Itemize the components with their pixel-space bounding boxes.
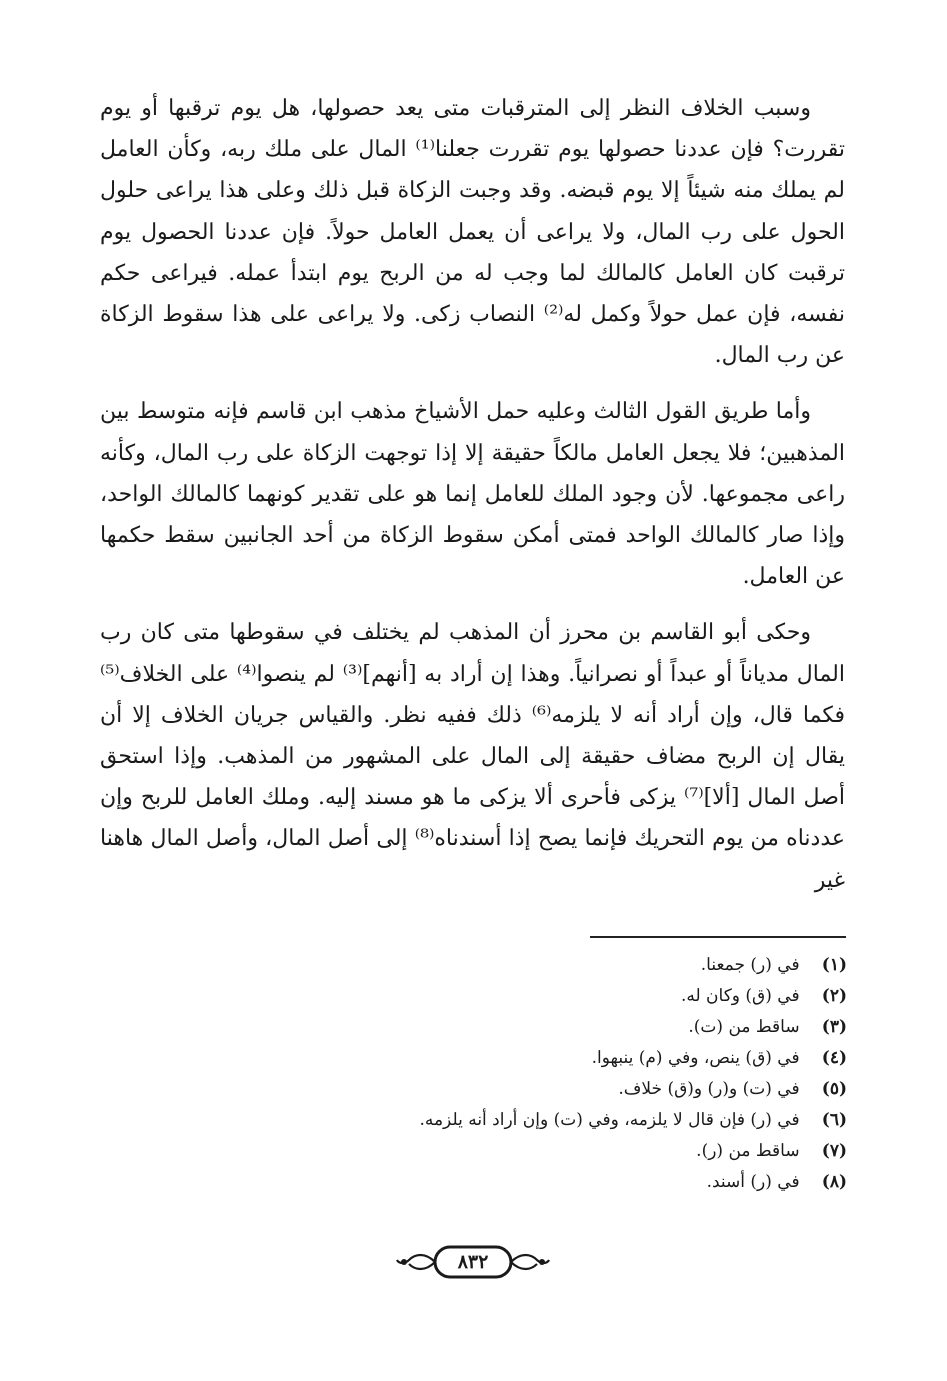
footnote-text: ساقط من (ت). — [688, 1017, 800, 1037]
footnote-text: في (ر) أسند. — [706, 1172, 800, 1192]
page-number-ornament — [395, 1242, 551, 1282]
footnote-text: ساقط من (ر). — [696, 1141, 800, 1161]
footnote — [102, 1012, 847, 1043]
footnote — [102, 1074, 847, 1105]
footnote — [102, 1167, 847, 1198]
footnote — [102, 1105, 847, 1136]
main-text — [100, 88, 845, 916]
footnote — [102, 1043, 847, 1074]
footnote — [102, 950, 847, 981]
footnote-number: (٨) — [821, 1172, 847, 1192]
paragraph: وأما طريق القول الثالث وعليه حمل الأشياخ مذهب ابن قاسم فإنه متوسط بين المذهبين؛ فلا يجعل العامل مالكاً حقيقة إلا إذا توجهت الزكاة على رب المال، وكأنه راعى مجموعها. لأن وجود الملك للعامل إنما هو على تقدير كونهما كالمالك الواحد، وإذا صار كالمالك الواحد فمتى أمكن سقوط الزكاة من أحد الجانبين سقط حكمها عن العامل. — [100, 399, 845, 590]
footnote-number: (٢) — [821, 986, 847, 1006]
page-number: ٨٣٢ — [457, 1251, 489, 1273]
paragraph: وحكى أبو القاسم بن محرز أن المذهب لم يختلف في سقوطها متى كان رب المال مدياناً أو عبداً أو نصرانياً. وهذا إن أراد به [أنهم]⁽³⁾ لم ينصوا⁽⁴⁾ على الخلاف⁽⁵⁾ فكما قال، وإن أراد أنه لا يلزمه⁽⁶⁾ ذلك ففيه نظر. والقياس جريان الخلاف إلا أن يقال إن الربح مضاف حقيقة إلى المال على المشهور من المذهب. وإذا استحق أصل المال [ألا]⁽⁷⁾ يزكى فأحرى ألا يزكى ما هو مسند إليه. وملك العامل للربح وإن عددناه من يوم التحريك فإنما يصح إذا أسندناه⁽⁸⁾ إلى أصل المال، وأصل المال هاهنا غير — [100, 620, 846, 893]
paragraph: وسبب الخلاف النظر إلى المترقبات متى يعد حصولها، هل يوم ترقبها أو يوم تقررت؟ فإن عددنا حصولها يوم تقررت جعلنا⁽¹⁾ المال على ملك ربه، وكأن العامل لم يملك منه شيئاً إلا يوم قبضه. وقد وجبت الزكاة قبل ذلك وعلى هذا يراعى حلول الحول على رب المال، ولا يراعى أن يعمل العامل حولاً. فإن عددنا الحصول يوم ترقبت كان العامل كالمالك لما وجب له من الربح يوم ابتدأ عمله. فيراعى حكم نفسه، فإن عمل حولاً وكمل له⁽²⁾ النصاب زكى. ولا يراعى على هذا سقوط الزكاة عن رب المال. — [100, 96, 845, 369]
footnote-number: (٧) — [821, 1141, 847, 1161]
footnote-text: في (ق) وكان له. — [680, 986, 800, 1006]
footnote-text: في (ر) جمعنا. — [700, 955, 800, 975]
footnotes — [102, 950, 847, 1198]
footnote-number: (٥) — [821, 1079, 847, 1099]
footnote — [102, 981, 847, 1012]
footnote-text: في (ت) و(ر) و(ق) خلاف. — [618, 1079, 800, 1099]
footnote-number: (٤) — [821, 1048, 847, 1068]
footnote-number: (١) — [821, 955, 847, 975]
footnote-number: (٣) — [821, 1017, 847, 1037]
footnote-text: في (ر) فإن قال لا يلزمه، وفي (ت) وإن أراد أنه يلزمه. — [419, 1110, 800, 1130]
footnote-number: (٦) — [821, 1110, 847, 1130]
footnote — [102, 1136, 847, 1167]
footnote-separator — [590, 936, 846, 938]
footnote-text: في (ق) ينص، وفي (م) ينبهوا. — [591, 1048, 800, 1068]
